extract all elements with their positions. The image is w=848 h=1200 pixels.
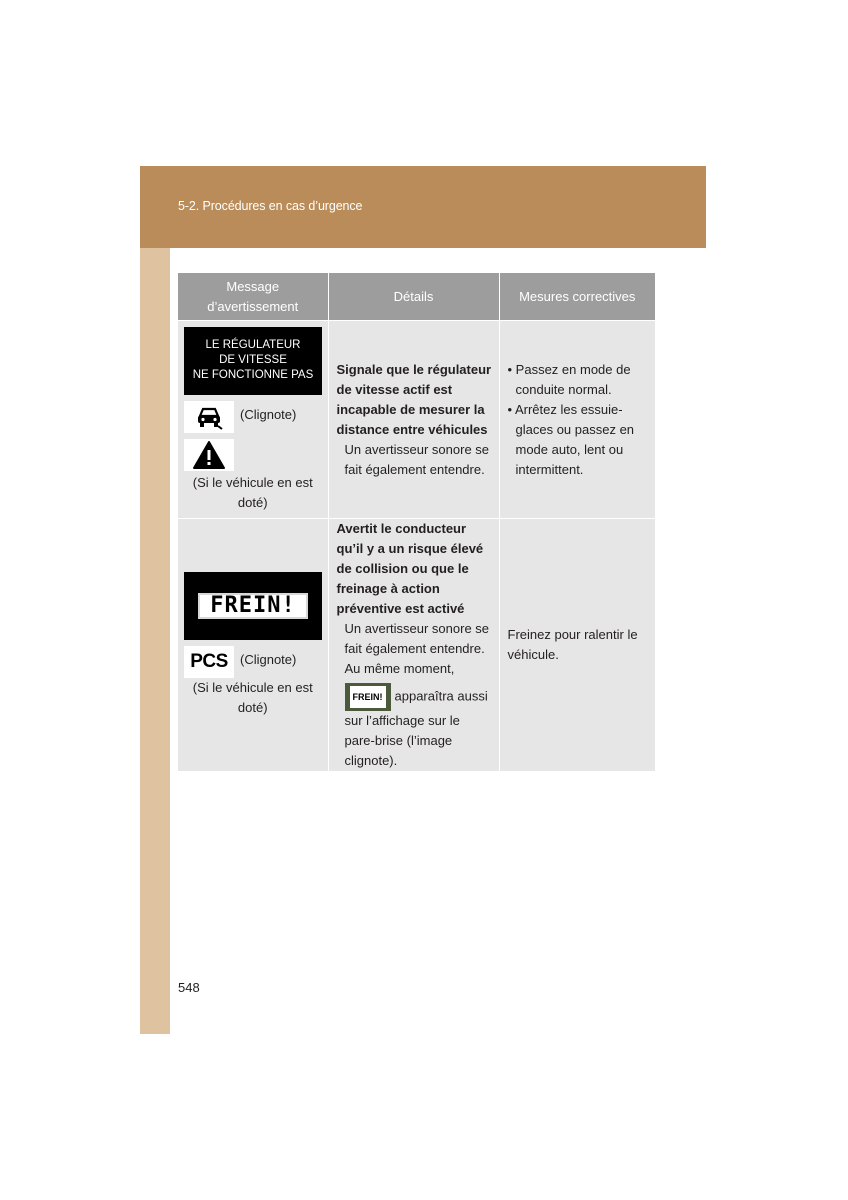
table-header-row [178, 273, 655, 321]
hud-brake-icon-text: FREIN! [350, 686, 386, 708]
details-summary: Avertit le conducteur qu’il y a un risque élevé de collision ou que le freinage à action préventive est activé [336, 521, 484, 616]
display-line: LE RÉGULATEUR [205, 339, 301, 351]
availability-note: (Si le véhicule en est doté) [192, 474, 313, 510]
table-row [178, 519, 655, 772]
hud-brake-icon [345, 683, 391, 711]
hud-note-text: apparaîtra aussi sur l’affichage sur le pare-brise (l’image clignote). [344, 688, 488, 768]
cruise-control-warning-display [184, 327, 322, 395]
message-cell [178, 321, 328, 519]
master-warning-icon [184, 439, 234, 471]
pcs-icon [184, 646, 234, 678]
table-row [178, 321, 655, 519]
column-header-details: Détails [328, 273, 499, 321]
correction-item: Freinez pour ralentir le véhicule. [507, 627, 638, 662]
details-summary: Signale que le régulateur de vitesse actif est incapable de mesurer la distance entre véhicules [336, 361, 492, 437]
side-color-strip [140, 248, 170, 1034]
message-cell [178, 519, 328, 772]
details-cell [328, 519, 499, 772]
warning-messages-table [178, 273, 655, 771]
pcs-icon-text: PCS [190, 651, 228, 672]
icon-row [184, 401, 322, 433]
details-cell [328, 321, 499, 519]
display-line: NE FONCTIONNE PAS [192, 369, 314, 381]
corrections-cell [499, 321, 655, 519]
availability-note: (Si le véhicule en est doté) [192, 680, 313, 715]
column-header-message: Message d’avertissement [178, 273, 328, 321]
correction-item: • Arrêtez les essuie-glaces ou passez en mode auto, lent ou intermittent. [507, 401, 635, 477]
page-number: 548 [178, 980, 200, 995]
brake-warning-text: FREIN! [198, 593, 307, 619]
icon-row [184, 439, 322, 471]
details-text: Un avertisseur sonore se fait également entendre. [344, 441, 490, 477]
hud-note [337, 683, 493, 771]
details-text: Un avertisseur sonore se fait également entendre. Au même moment, [344, 621, 490, 676]
display-line: DE VITESSE [219, 354, 287, 366]
brake-warning-display [184, 572, 322, 640]
blink-label: (Clignote) [240, 652, 297, 667]
radar-cruise-icon [184, 401, 234, 433]
corrections-cell [499, 519, 655, 772]
icon-row [184, 646, 322, 678]
blink-label: (Clignote) [240, 406, 297, 422]
correction-item: • Passez en mode de conduite normal. [507, 361, 631, 397]
column-header-corrections: Mesures correctives [499, 273, 655, 321]
section-title: 5-2. Procédures en cas d’urgence [178, 199, 363, 213]
